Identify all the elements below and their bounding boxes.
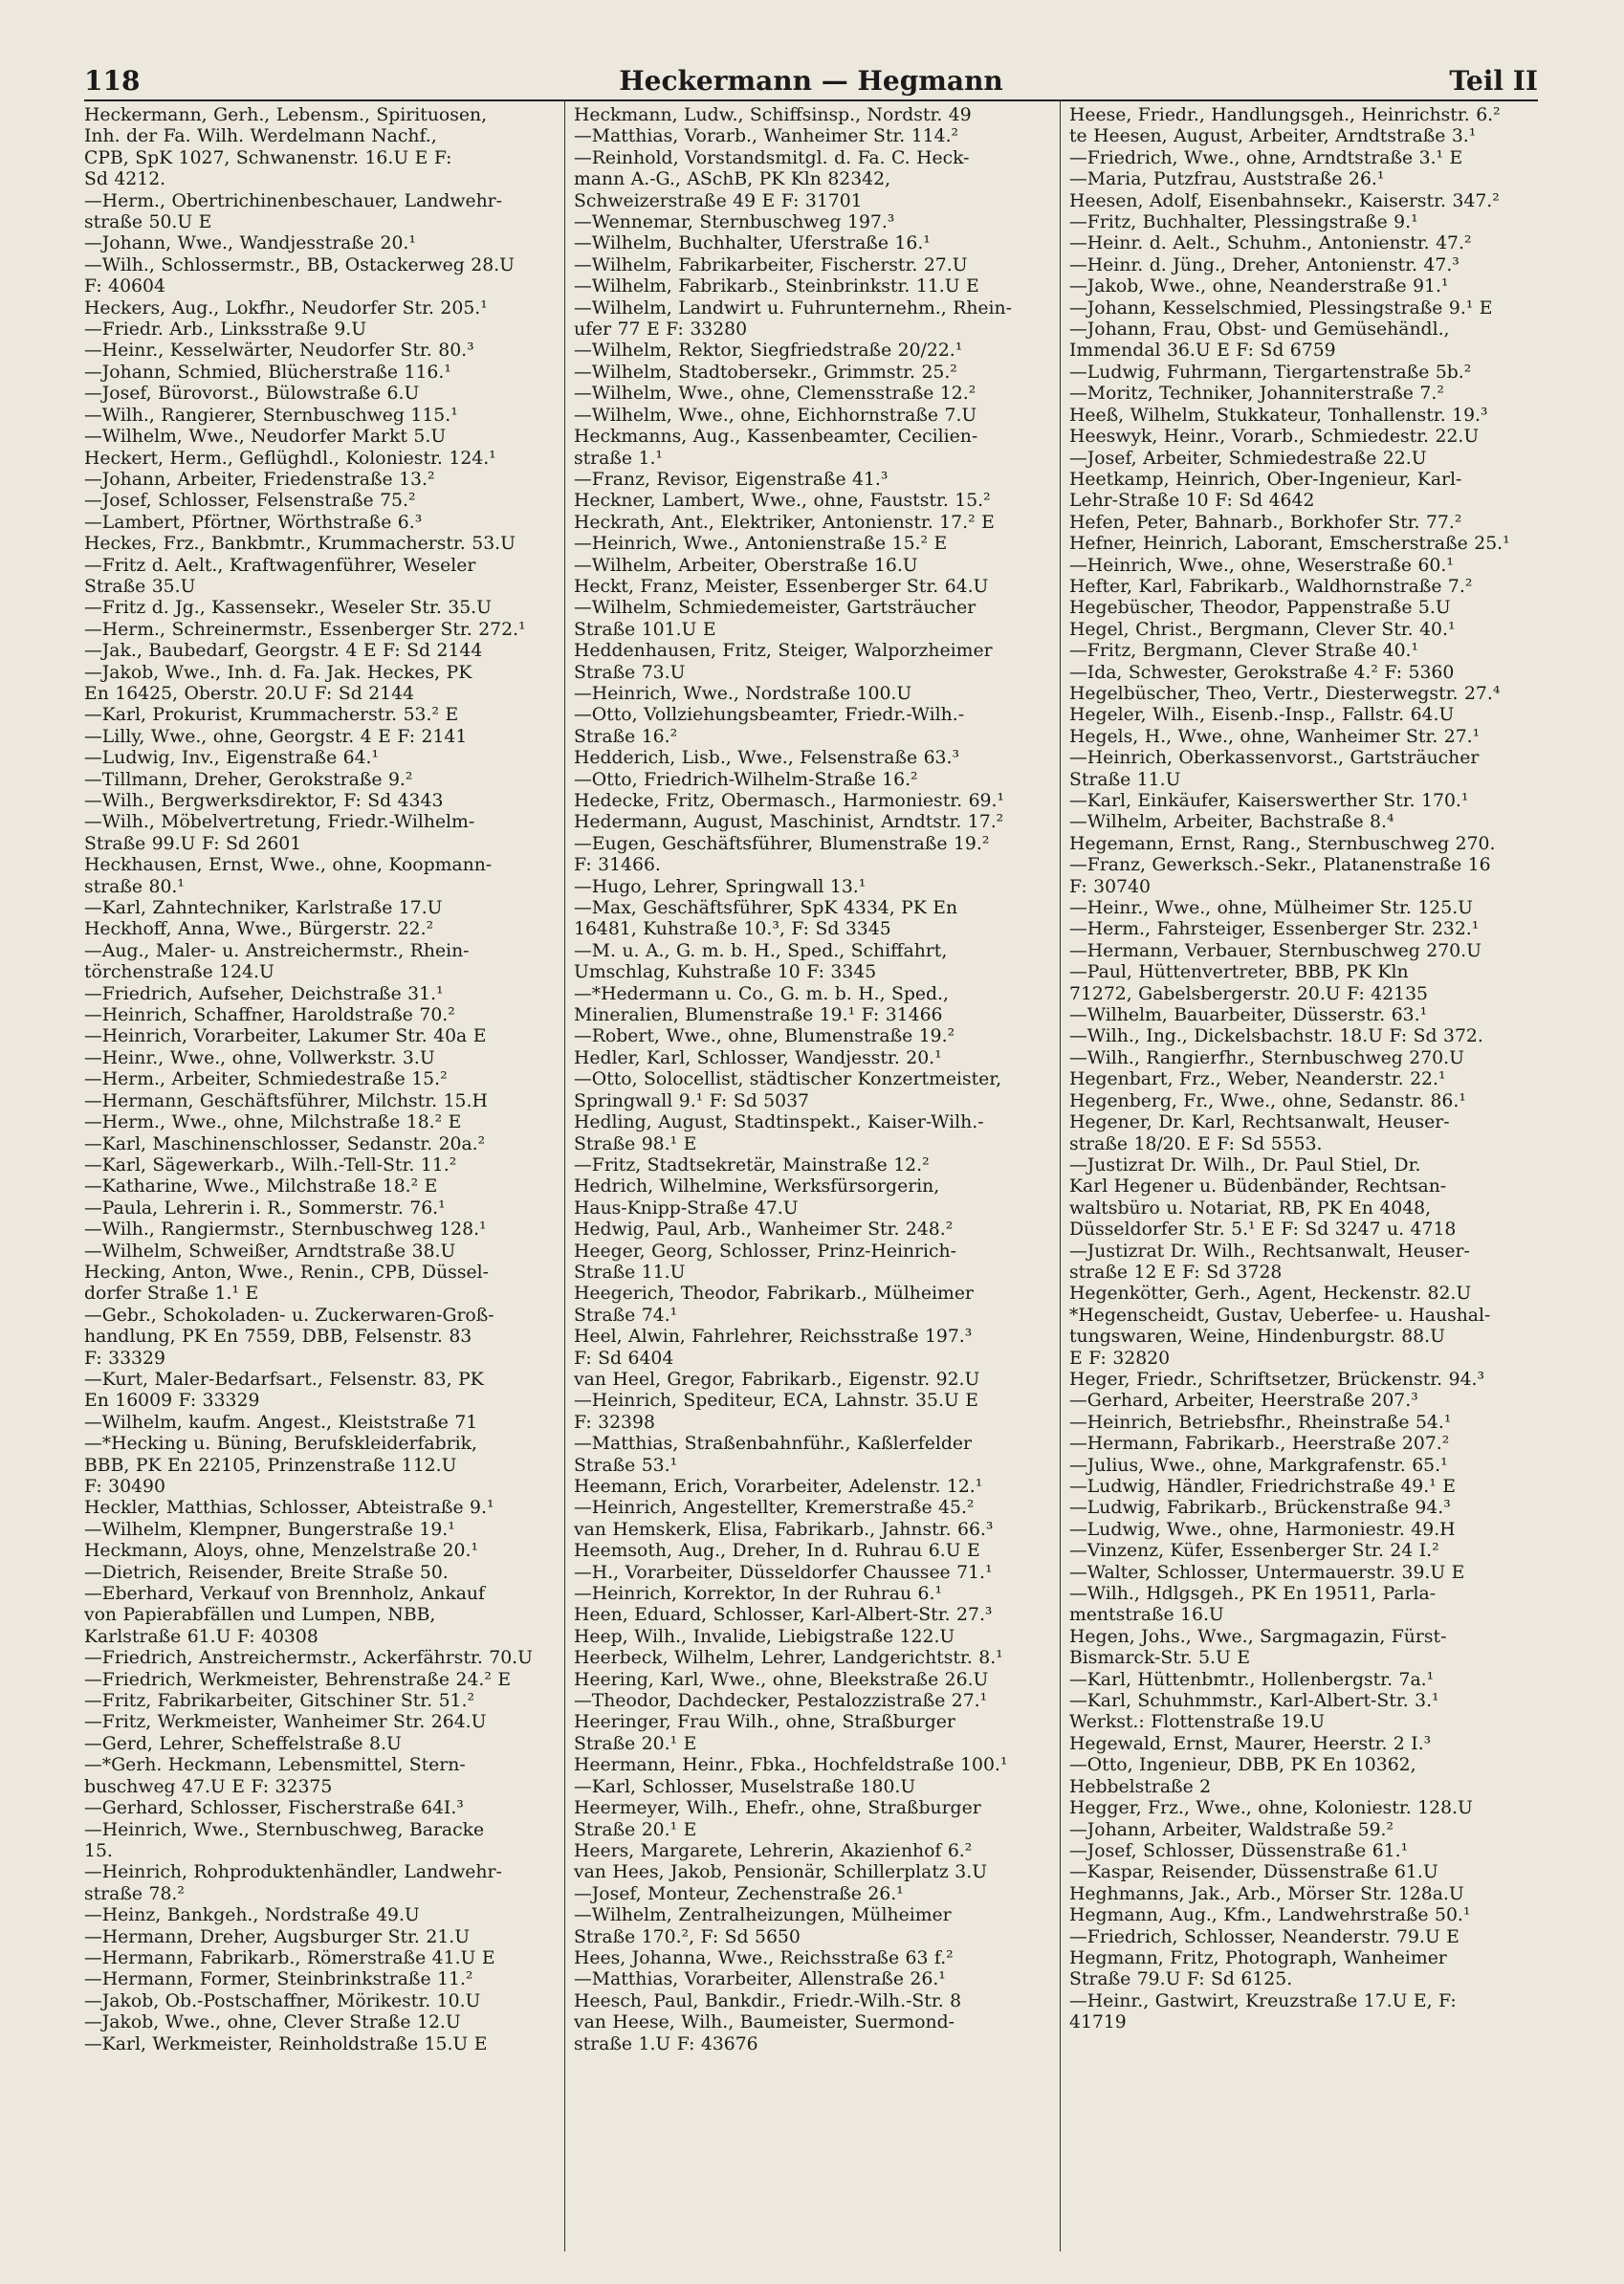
directory-line: —Matthias, Straßenbahnführ., Kaßlerfelder [574,1434,972,1455]
directory-line: Heghmanns, Jak., Arb., Mörser Str. 128a.U [1069,1883,1464,1904]
directory-line: 15. [84,1840,113,1861]
directory-line: —M. u. A., G. m. b. H., Sped., Schiffahrt, [574,940,948,961]
directory-line: —Wilhelm, Arbeiter, Oberstraße 16.U [574,555,918,576]
directory-line: Heermeyer, Wilh., Ehefr., ohne, Straßburger [574,1798,981,1819]
directory-line: —Heinrich, Wwe., Antonienstraße 15.² E [574,534,948,555]
directory-line: —Franz, Revisor, Eigenstraße 41.³ [574,469,889,490]
directory-line: —Heinr., Wwe., ohne, Mülheimer Str. 125.U [1069,898,1473,919]
directory-line: —Hermann, Fabrikarb., Heerstraße 207.² [1069,1434,1450,1455]
directory-line: straße 18/20. E F: Sd 5553. [1069,1133,1323,1154]
directory-line: straße 78.² [84,1883,185,1904]
directory-line: Hedrich, Wilhelmine, Werksfürsorgerin, [574,1176,940,1197]
directory-line: —Aug., Maler- u. Anstreichermstr., Rhein- [84,940,470,961]
directory-line: Sd 4212. [84,169,166,190]
directory-line: —Johann, Arbeiter, Waldstraße 59.² [1069,1819,1394,1840]
directory-line: Straße 74.¹ [574,1305,678,1326]
directory-line: straße 80.¹ [84,876,185,897]
directory-line: —Heinrich, Betriebsfhr., Rheinstraße 54.¹ [1069,1412,1452,1433]
directory-line: Heen, Eduard, Schlosser, Karl-Albert-Str. 27.³ [574,1605,993,1626]
directory-line: —Fritz, Bergmann, Clever Straße 40.¹ [1069,641,1419,662]
directory-column-1 [84,105,557,2257]
directory-line: straße 12 E F: Sd 3728 [1069,1262,1283,1283]
directory-line: Hebbelstraße 2 [1069,1776,1212,1797]
directory-line: —Eugen, Geschäftsführer, Blumenstraße 19.² [574,833,990,854]
directory-line: Hees, Johanna, Wwe., Reichsstraße 63 f.² [574,1947,954,1968]
directory-line: —Wilhelm, Schweißer, Arndtstraße 38.U [84,1241,456,1262]
directory-line: —Heinrich, Wwe., ohne, Weserstraße 60.¹ [1069,555,1454,576]
directory-line: —Jakob, Ob.-Postschaffner, Mörikestr. 10.U [84,1990,481,2011]
directory-line: Straße 11.U [574,1262,686,1283]
directory-line: Hegger, Frz., Wwe., ohne, Koloniestr. 128.U [1069,1798,1473,1819]
directory-line: F: Sd 6404 [574,1348,674,1369]
directory-line: Heckler, Matthias, Schlosser, Abteistraße 9.¹ [84,1498,494,1519]
directory-line: *Hegenscheidt, Gustav, Ueberfee- u. Haushal- [1069,1305,1491,1326]
directory-line: 71272, Gabelsbergerstr. 20.U F: 42135 [1069,983,1429,1004]
directory-line: Heger, Friedr., Schriftsetzer, Brückenstr. 94.³ [1069,1369,1485,1390]
directory-line: —Herm., Wwe., ohne, Milchstraße 18.² E [84,1112,462,1133]
directory-line: —Franz, Gewerksch.-Sekr., Platanenstraße 16 [1069,855,1491,876]
directory-line: Werkst.: Flottenstraße 19.U [1069,1712,1326,1733]
directory-line: Straße 101.U E [574,619,716,640]
directory-line: —Jak., Baubedarf, Georgstr. 4 E F: Sd 2144 [84,641,483,662]
directory-line: —Ida, Schwester, Gerokstraße 4.² F: 5360 [1069,662,1455,683]
directory-line: —Karl, Werkmeister, Reinholdstraße 15.U E [84,2033,488,2054]
directory-line: —Johann, Frau, Obst- und Gemüsehändl., [1069,319,1450,340]
directory-line: Straße 16.² [574,726,678,747]
directory-line: —Heinr., Gastwirt, Kreuzstraße 17.U E, F: [1069,1990,1457,2011]
directory-line: —Wilh., Rangierer, Sternbuschweg 115.¹ [84,405,458,426]
directory-line: Straße 98.¹ E [574,1133,697,1154]
directory-line: —*Hecking u. Büning, Berufskleiderfabrik, [84,1434,477,1455]
directory-line: —Gebr., Schokoladen- u. Zuckerwaren-Groß- [84,1305,494,1326]
directory-line: —Karl, Zahntechniker, Karlstraße 17.U [84,898,443,919]
directory-line: —Johann, Schmied, Blücherstraße 116.¹ [84,362,451,383]
directory-line: —Otto, Vollziehungsbeamter, Friedr.-Wilh.- [574,705,965,726]
directory-line: —Friedrich, Aufseher, Deichstraße 31.¹ [84,983,444,1004]
page-header [84,61,1538,99]
directory-line: —Friedrich, Anstreichermstr., Ackerfährstr. 70.U [84,1648,533,1669]
directory-line: —Hermann, Former, Steinbrinkstraße 11.² [84,1969,473,1990]
directory-line: En 16009 F: 33329 [84,1391,260,1412]
directory-line: —Josef, Bürovorst., Bülowstraße 6.U [84,384,420,405]
directory-line: Umschlag, Kuhstraße 10 F: 3345 [574,962,877,983]
directory-line: Hegeler, Wilh., Eisenb.-Insp., Fallstr. 64.U [1069,705,1455,726]
directory-line: Heckmann, Aloys, ohne, Menzelstraße 20.¹ [84,1541,478,1562]
directory-line: —Justizrat Dr. Wilh., Dr. Paul Stiel, Dr. [1069,1154,1421,1175]
directory-line: waltsbüro u. Notariat, RB, PK En 4048, [1069,1197,1432,1219]
directory-line: Hegmann, Aug., Kfm., Landwehrstraße 50.¹ [1069,1905,1471,1926]
directory-line: —Jakob, Wwe., ohne, Clever Straße 12.U [84,2012,461,2033]
directory-line: Heeswyk, Heinr., Vorarb., Schmiedestr. 22.U [1069,427,1480,448]
directory-line: —Heinrich, Wwe., Nordstraße 100.U [574,683,912,704]
directory-line: —Karl, Maschinenschlosser, Sedanstr. 20a.² [84,1133,486,1154]
directory-line: —Wilh., Hdlgsgeh., PK En 19511, Parla- [1069,1584,1437,1605]
directory-line: —Heinrich, Vorarbeiter, Lakumer Str. 40a E [84,1026,487,1047]
directory-line: —Wilhelm, Fabrikarbeiter, Fischerstr. 27.U [574,254,968,275]
directory-line: Heckert, Herm., Geflüghdl., Koloniestr. 124.¹ [84,448,496,469]
directory-line: —Karl, Hüttenbmtr., Hollenbergstr. 7a.¹ [1069,1669,1435,1690]
directory-line: Heetkamp, Heinrich, Ober-Ingenieur, Karl- [1069,469,1462,490]
directory-line: Heemsoth, Aug., Dreher, In d. Ruhrau 6.U E [574,1541,980,1562]
directory-line: —Wilhelm, Wwe., Neudorfer Markt 5.U [84,427,447,448]
directory-line: F: 30490 [84,1477,165,1497]
directory-line: Hegel, Christ., Bergmann, Clever Str. 40.¹ [1069,619,1456,640]
directory-line: Hegebüscher, Theodor, Pappenstraße 5.U [1069,598,1451,619]
directory-line: —Wilhelm, Klempner, Bungerstraße 19.¹ [84,1519,455,1540]
directory-line: —Ludwig, Inv., Eigenstraße 64.¹ [84,748,380,769]
directory-line: —Hermann, Dreher, Augsburger Str. 21.U [84,1926,471,1947]
directory-line: Hegemann, Ernst, Rang., Sternbuschweg 270. [1069,833,1496,854]
directory-line: —Kurt, Maler-Bedarfsart., Felsenstr. 83, PK [84,1369,484,1390]
directory-line: Heep, Wilh., Invalide, Liebigstraße 122.U [574,1626,955,1647]
directory-line: —Wilh., Rangierfhr., Sternbuschweg 270.U [1069,1047,1464,1068]
directory-line: —Heinrich, Korrektor, In der Ruhrau 6.¹ [574,1584,943,1605]
directory-line: Straße 73.U [574,662,686,683]
directory-line: Hefen, Peter, Bahnarb., Borkhofer Str. 77.² [1069,512,1462,533]
directory-line: mann A.-G., ASchB, PK Kln 82342, [574,169,891,190]
directory-line: F: 31466. [574,855,661,876]
directory-line: —Julius, Wwe., ohne, Markgrafenstr. 65.¹ [1069,1455,1448,1476]
directory-line: —Moritz, Techniker, Johanniterstraße 7.² [1069,384,1444,405]
directory-line: Heckhoff, Anna, Wwe., Bürgerstr. 22.² [84,919,434,940]
directory-line: Heesch, Paul, Bankdir., Friedr.-Wilh.-Str. 8 [574,1990,962,2011]
directory-line: —Heinrich, Schaffner, Haroldstraße 70.² [84,1005,455,1026]
directory-line: —Eberhard, Verkauf von Brennholz, Ankauf [84,1584,485,1605]
directory-line: 16481, Kuhstraße 10.³, F: Sd 3345 [574,919,891,940]
directory-line: straße 1.¹ [574,448,663,469]
directory-line: —Wilhelm, Stadtobersekr., Grimmstr. 25.² [574,362,957,383]
directory-line: Heerbeck, Wilhelm, Lehrer, Landgerichtstr. 8.¹ [574,1648,1003,1669]
directory-line: —Karl, Sägewerkarb., Wilh.-Tell-Str. 11.² [84,1154,457,1175]
directory-line: Heckers, Aug., Lokfhr., Neudorfer Str. 205.¹ [84,297,488,318]
directory-line: —Heinr., Kesselwärter, Neudorfer Str. 80.³ [84,340,474,362]
directory-line: —Gerhard, Schlosser, Fischerstraße 64I.³ [84,1798,464,1819]
directory-line: Heermann, Heinr., Fbka., Hochfeldstraße 100.¹ [574,1755,1008,1776]
directory-line: Heckrath, Ant., Elektriker, Antonienstr. 17.² E [574,512,995,533]
directory-line: Mineralien, Blumenstraße 19.¹ F: 31466 [574,1005,943,1026]
directory-line: Karlstraße 61.U F: 40308 [84,1626,318,1647]
directory-line: —Johann, Arbeiter, Friedenstraße 13.² [84,469,435,490]
directory-line: Lehr-Straße 10 F: Sd 4642 [1069,491,1315,512]
directory-line: —*Gerh. Heckmann, Lebensmittel, Stern- [84,1755,466,1776]
directory-line: —Maria, Putzfrau, Auststraße 26.¹ [1069,169,1385,190]
directory-line: En 16425, Oberstr. 20.U F: Sd 2144 [84,683,414,704]
directory-line: —Karl, Schuhmmstr., Karl-Albert-Str. 3.¹ [1069,1691,1439,1712]
directory-line: Straße 11.U [1069,769,1181,790]
directory-line: Heckhausen, Ernst, Wwe., ohne, Koopmann- [84,855,493,876]
directory-line: —Wilhelm, Fabrikarb., Steinbrinkstr. 11.U E [574,276,979,297]
directory-line: straße 50.U E [84,212,212,233]
directory-line: —H., Vorarbeiter, Düsseldorfer Chaussee 71.¹ [574,1562,993,1583]
directory-line: —Gerd, Lehrer, Scheffelstraße 8.U [84,1733,402,1754]
directory-line: Hegels, H., Wwe., ohne, Wanheimer Str. 27.¹ [1069,726,1481,747]
directory-line: —Wilhelm, kaufm. Angest., Kleiststraße 71 [84,1412,478,1433]
directory-line: van Heel, Gregor, Fabrikarb., Eigenstr. 92.U [574,1369,980,1390]
directory-line: —Josef, Schlosser, Düssenstraße 61.¹ [1069,1840,1409,1861]
directory-line: —Walter, Schlosser, Untermauerstr. 39.U E [1069,1562,1465,1583]
directory-line: —Wennemar, Sternbuschweg 197.³ [574,212,895,233]
directory-line: Heegerich, Theodor, Fabrikarb., Mülheimer [574,1284,974,1305]
directory-line: —Heinr. d. Aelt., Schuhm., Antonienstr. 47.² [1069,233,1472,254]
directory-line: —Max, Geschäftsführer, SpK 4334, PK En [574,898,958,919]
directory-line: Hedwig, Paul, Arb., Wanheimer Str. 248.² [574,1219,954,1241]
directory-line: —Wilhelm, Buchhalter, Uferstraße 16.¹ [574,233,931,254]
directory-line: —Wilhelm, Wwe., ohne, Clemensstraße 12.² [574,384,977,405]
directory-column-2 [574,105,1054,2257]
directory-line: Straße 20.¹ E [574,1733,697,1754]
directory-line: Heckt, Franz, Meister, Essenberger Str. 64.U [574,576,989,597]
directory-line: —Wilh., Ing., Dickelsbachstr. 18.U F: Sd 372. [1069,1026,1483,1047]
directory-column-3 [1069,105,1542,2257]
directory-line: Straße 170.², F: Sd 5650 [574,1926,801,1947]
directory-line: Heel, Alwin, Fahrlehrer, Reichsstraße 197.³ [574,1327,973,1348]
directory-line: straße 1.U F: 43676 [574,2033,758,2054]
directory-line: —Friedrich, Schlosser, Neanderstr. 79.U E [1069,1926,1459,1947]
directory-line: mentstraße 16.U [1069,1605,1224,1626]
directory-line: —Fritz, Werkmeister, Wanheimer Str. 264.U [84,1712,487,1733]
directory-line: —Friedrich, Werkmeister, Behrenstraße 24.² E [84,1669,512,1690]
directory-line: Heckmanns, Aug., Kassenbeamter, Cecilien- [574,427,978,448]
directory-line: —Wilhelm, Wwe., ohne, Eichhornstraße 7.U [574,405,977,426]
directory-line: —Jakob, Wwe., ohne, Neanderstraße 91.¹ [1069,276,1449,297]
directory-line: —Fritz, Stadtsekretär, Mainstraße 12.² [574,1154,930,1175]
header-rule [84,99,1538,101]
directory-line: —Robert, Wwe., ohne, Blumenstraße 19.² [574,1026,955,1047]
directory-line: Heers, Margarete, Lehrerin, Akazienhof 6.² [574,1840,973,1861]
directory-line: Heemann, Erich, Vorarbeiter, Adelenstr. 12.¹ [574,1477,983,1497]
directory-line: —Wilhelm, Schmiedemeister, Gartsträucher [574,598,977,619]
directory-line: —Friedrich, Wwe., ohne, Arndtstraße 3.¹ E [1069,147,1463,168]
directory-line: handlung, PK En 7559, DBB, Felsenstr. 83 [84,1327,472,1348]
directory-line: —Heinr. d. Jüng., Dreher, Antonienstr. 47.³ [1069,254,1459,275]
directory-line: —Ludwig, Wwe., ohne, Harmoniestr. 49.H [1069,1519,1456,1540]
directory-line: —Herm., Fahrsteiger, Essenberger Str. 232.¹ [1069,919,1480,940]
directory-line: —Herm., Arbeiter, Schmiedestraße 15.² [84,1069,448,1090]
directory-line: —Ludwig, Fuhrmann, Tiergartenstraße 5b.² [1069,362,1472,383]
directory-line: —Ludwig, Fabrikarb., Brückenstraße 94.³ [1069,1498,1451,1519]
directory-line: —Hermann, Fabrikarb., Römerstraße 41.U E [84,1947,495,1968]
directory-line: Heeringer, Frau Wilh., ohne, Straßburger [574,1712,955,1733]
directory-line: Heckermann, Gerh., Lebensm., Spirituosen, [84,105,488,125]
directory-line: Hegewald, Ernst, Maurer, Heerstr. 2 I.³ [1069,1733,1432,1754]
directory-line: —Wilh., Rangiermstr., Sternbuschweg 128.¹ [84,1219,487,1241]
directory-line: CPB, SpK 1027, Schwanenstr. 16.U E F: [84,147,452,168]
directory-line: —Wilh., Bergwerksdirektor, F: Sd 4343 [84,791,444,811]
directory-line: Heckes, Frz., Bankbmtr., Krummacherstr. 53.U [84,534,516,555]
directory-line: Düsseldorfer Str. 5.¹ E F: Sd 3247 u. 4718 [1069,1219,1457,1241]
directory-line: —Herm., Obertrichinenbeschauer, Landwehr- [84,190,502,211]
directory-line: —Fritz d. Jg., Kassensekr., Weseler Str. 35.U [84,598,492,619]
directory-line: von Papierabfällen und Lumpen, NBB, [84,1605,436,1626]
directory-line: —Otto, Friedrich-Wilhelm-Straße 16.² [574,769,918,790]
directory-line: törchenstraße 124.U [84,962,274,983]
directory-line: —Wilhelm, Arbeiter, Bachstraße 8.⁴ [1069,812,1394,833]
directory-line: —Karl, Prokurist, Krummacherstr. 53.² E [84,705,459,726]
directory-line: Hegelbüscher, Theo, Vertr., Diesterwegstr. 27.⁴ [1069,683,1501,704]
directory-line: —Paula, Lehrerin i. R., Sommerstr. 76.¹ [84,1197,446,1219]
directory-line: Straße 35.U [84,576,196,597]
directory-line: Heesen, Adolf, Eisenbahnsekr., Kaiserstr. 347.² [1069,190,1500,211]
directory-line: —Wilhelm, Bauarbeiter, Düsserstr. 63.¹ [1069,1005,1428,1026]
directory-line: —*Hedermann u. Co., G. m. b. H., Sped., [574,983,949,1004]
directory-line: —Theodor, Dachdecker, Pestalozzistraße 27.¹ [574,1691,988,1712]
directory-line: —Friedr. Arb., Linksstraße 9.U [84,319,367,340]
directory-line: —Heinrich, Rohproduktenhändler, Landwehr- [84,1862,502,1883]
directory-line: —Heinrich, Wwe., Sternbuschweg, Baracke [84,1819,485,1840]
directory-line: van Hees, Jakob, Pensionär, Schillerplatz 3.U [574,1862,988,1883]
directory-line: —Josef, Monteur, Zechenstraße 26.¹ [574,1883,904,1904]
directory-line: —Johann, Wwe., Wandjesstraße 20.¹ [84,233,416,254]
directory-line: F: 40604 [84,276,165,297]
directory-line: 41719 [1069,2012,1127,2033]
directory-line: Heering, Karl, Wwe., ohne, Bleekstraße 26.U [574,1669,989,1690]
directory-line: F: 32398 [574,1412,655,1433]
directory-line: Heckmann, Ludw., Schiffsinsp., Nordstr. 49 [574,105,972,125]
directory-line: —Matthias, Vorarbeiter, Allenstraße 26.¹ [574,1969,946,1990]
directory-line: Hefter, Karl, Fabrikarb., Waldhornstraße 7.² [1069,576,1473,597]
directory-line: —Herm., Schreinermstr., Essenberger Str. 272.¹ [84,619,526,640]
directory-line: —Johann, Kesselschmied, Plessingstraße 9.¹ E [1069,297,1493,318]
directory-line: —Heinrich, Angestellter, Kremerstraße 45.² [574,1498,975,1519]
directory-line: Hedderich, Lisb., Wwe., Felsenstraße 63.³ [574,748,960,769]
directory-line: Hegmann, Fritz, Photograph, Wanheimer [1069,1947,1447,1968]
column-divider [564,99,565,2251]
page-number: 118 [84,65,141,97]
directory-line: —Fritz, Fabrikarbeiter, Gitschiner Str. 51.² [84,1691,474,1712]
directory-line: Hedling, August, Stadtinspekt., Kaiser-Wilh.- [574,1112,984,1133]
directory-line: —Wilhelm, Rektor, Siegfriedstraße 20/22.¹ [574,340,963,362]
directory-line: —Heinrich, Spediteur, ECA, Lahnstr. 35.U E [574,1391,978,1412]
directory-line: —Gerhard, Arbeiter, Heerstraße 207.³ [1069,1391,1418,1412]
directory-line: —Paul, Hüttenvertreter, BBB, PK Kln [1069,962,1409,983]
directory-line: —Reinhold, Vorstandsmitgl. d. Fa. C. Heck- [574,147,970,168]
directory-line: E F: 32820 [1069,1348,1171,1369]
directory-line: —Katharine, Wwe., Milchstraße 18.² E [84,1176,438,1197]
directory-line: Straße 99.U F: Sd 2601 [84,833,302,854]
directory-line: —Hermann, Verbauer, Sternbuschweg 270.U [1069,940,1481,961]
directory-line: Haus-Knipp-Straße 47.U [574,1197,799,1219]
directory-line: —Wilh., Schlossermstr., BB, Ostackerweg 28.U [84,254,515,275]
directory-line: —Hugo, Lehrer, Springwall 13.¹ [574,876,867,897]
directory-line: —Ludwig, Händler, Friedrichstraße 49.¹ E [1069,1477,1456,1497]
directory-line: te Heesen, August, Arbeiter, Arndtstraße 3.¹ [1069,126,1477,147]
column-divider [1060,99,1061,2251]
directory-line: BBB, PK En 22105, Prinzenstraße 112.U [84,1455,457,1476]
directory-line: Hecking, Anton, Wwe., Renin., CPB, Düssel- [84,1262,489,1283]
directory-line: Straße 53.¹ [574,1455,678,1476]
directory-line: —Wilhelm, Zentralheizungen, Mülheimer [574,1905,952,1926]
directory-line: —Hermann, Geschäftsführer, Milchstr. 15.H [84,1090,488,1111]
directory-line: —Vinzenz, Küfer, Essenberger Str. 24 I.² [1069,1541,1439,1562]
directory-line: —Heinrich, Oberkassenvorst., Gartsträucher [1069,748,1480,769]
directory-line: Hedermann, August, Maschinist, Arndtstr. 17.² [574,812,1004,833]
part-label: Teil II [1449,65,1538,97]
directory-line: Karl Hegener u. Büdenbänder, Rechtsan- [1069,1176,1447,1197]
directory-line: Hegenberg, Fr., Wwe., ohne, Sedanstr. 86.¹ [1069,1090,1466,1111]
directory-line: —Otto, Ingenieur, DBB, PK En 10362, [1069,1755,1416,1776]
directory-line: Inh. der Fa. Wilh. Werdelmann Nachf., [84,126,437,147]
directory-line: —Jakob, Wwe., Inh. d. Fa. Jak. Heckes, PK [84,662,472,683]
directory-line: Heckner, Lambert, Wwe., ohne, Fauststr. 15.² [574,491,991,512]
directory-line: dorfer Straße 1.¹ E [84,1284,259,1305]
directory-line: Hegenkötter, Gerh., Agent, Heckenstr. 82.U [1069,1284,1472,1305]
directory-line: Straße 20.¹ E [574,1819,697,1840]
directory-line: —Lambert, Pförtner, Wörthstraße 6.³ [84,512,423,533]
directory-line: F: 33329 [84,1348,165,1369]
directory-line: —Wilh., Möbelvertretung, Friedr.-Wilhelm- [84,812,475,833]
directory-line: tungswaren, Weine, Hindenburgstr. 88.U [1069,1327,1445,1348]
directory-line: —Justizrat Dr. Wilh., Rechtsanwalt, Heuser- [1069,1241,1470,1262]
directory-line: Heeß, Wilhelm, Stukkateur, Tonhallenstr. 19.³ [1069,405,1488,426]
directory-line: Springwall 9.¹ F: Sd 5037 [574,1090,809,1111]
directory-line: F: 30740 [1069,876,1151,897]
directory-line: Heddenhausen, Fritz, Steiger, Walporzheimer [574,641,993,662]
directory-line: Heese, Friedr., Handlungsgeh., Heinrichstr. 6.² [1069,105,1501,125]
directory-line: buschweg 47.U E F: 32375 [84,1776,333,1797]
directory-line: —Heinr., Wwe., ohne, Vollwerkstr. 3.U [84,1047,435,1068]
directory-line: —Dietrich, Reisender, Breite Straße 50. [84,1562,449,1583]
directory-line: van Heese, Wilh., Baumeister, Suermond- [574,2012,955,2033]
directory-line: Immendal 36.U E F: Sd 6759 [1069,340,1336,362]
page-title: Heckermann — Hegmann [619,65,1003,97]
directory-line: —Karl, Einkäufer, Kaiserswerther Str. 170.¹ [1069,791,1469,811]
directory-line: —Fritz d. Aelt., Kraftwagenführer, Weseler [84,555,476,576]
directory-line: —Fritz, Buchhalter, Plessingstraße 9.¹ [1069,212,1418,233]
directory-line: Hegener, Dr. Karl, Rechtsanwalt, Heuser- [1069,1112,1450,1133]
directory-line: Hefner, Heinrich, Laborant, Emscherstraße 25.¹ [1069,534,1510,555]
directory-line: Hedecke, Fritz, Obermasch., Harmoniestr. 69.¹ [574,791,1004,811]
directory-line: —Kaspar, Reisender, Düssenstraße 61.U [1069,1862,1438,1883]
directory-line: —Josef, Schlosser, Felsenstraße 75.² [84,491,416,512]
directory-line: Bismarck-Str. 5.U E [1069,1648,1251,1669]
directory-line: Hegen, Johs., Wwe., Sargmagazin, Fürst- [1069,1626,1447,1647]
directory-line: ufer 77 E F: 33280 [574,319,748,340]
directory-line: Schweizerstraße 49 E F: 31701 [574,190,863,211]
directory-line: —Karl, Schlosser, Muselstraße 180.U [574,1776,916,1797]
directory-line: —Matthias, Vorarb., Wanheimer Str. 114.² [574,126,959,147]
directory-line: —Otto, Solocellist, städtischer Konzertmeister, [574,1069,1002,1090]
directory-line: van Hemskerk, Elisa, Fabrikarb., Jahnstr. 66.³ [574,1519,994,1540]
directory-line: Straße 79.U F: Sd 6125. [1069,1969,1293,1990]
directory-line: —Wilhelm, Landwirt u. Fuhrunternehm., Rhein- [574,297,1012,318]
directory-line: —Heinz, Bankgeh., Nordstraße 49.U [84,1905,420,1926]
directory-line: —Tillmann, Dreher, Gerokstraße 9.² [84,769,413,790]
directory-line: —Josef, Arbeiter, Schmiedestraße 22.U [1069,448,1427,469]
directory-line: Hegenbart, Frz., Weber, Neanderstr. 22.¹ [1069,1069,1446,1090]
directory-line: Heeger, Georg, Schlosser, Prinz-Heinrich- [574,1241,957,1262]
directory-line: Hedler, Karl, Schlosser, Wandjesstr. 20.¹ [574,1047,942,1068]
directory-line: —Lilly, Wwe., ohne, Georgstr. 4 E F: 2141 [84,726,468,747]
